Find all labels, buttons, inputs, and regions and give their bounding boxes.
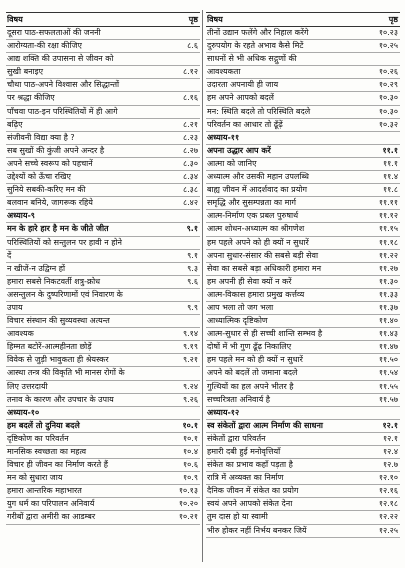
toc-topic: हम पहले मन को ही क्यों न सुधारें: [207, 355, 303, 365]
toc-topic: आवश्यक: [7, 329, 34, 339]
toc-row: [206, 433, 400, 446]
toc-topic: हमारा सबसे निकटवर्ती शत्रु-क्रोध: [7, 276, 101, 286]
right-header-title: विषय: [207, 15, 223, 24]
toc-row: [6, 328, 200, 341]
toc-topic: उदारता अपनायी ही जाय: [207, 80, 279, 90]
toc-page-number: ११.१८: [378, 237, 398, 247]
toc-row: [6, 263, 200, 276]
toc-page-number: ११.५०: [378, 355, 398, 365]
toc-topic: दें: [7, 250, 12, 260]
toc-topic: स्व संकेतों द्वारा आत्म निर्माण की साधना: [207, 420, 323, 430]
toc-topic: बढ़िए: [7, 119, 23, 129]
toc-topic: मन को सुधारा जाय: [7, 473, 63, 483]
toc-page-number: १०.२३: [378, 28, 398, 37]
toc-page-number: ११.४०: [378, 316, 398, 326]
toc-page-number: ११.४: [382, 172, 398, 182]
toc-page-number: ११.५५: [378, 381, 398, 391]
toc-topic: रात्रि में अव्यक्त का निर्माण: [207, 473, 284, 483]
toc-page-number: ११.३७: [378, 302, 398, 312]
toc-page-number: १०.२०: [178, 499, 198, 509]
toc-page-number: १२.२२: [378, 512, 398, 522]
toc-topic: हमारा आन्तरिक महाभारत: [7, 486, 82, 496]
toc-row: [6, 40, 200, 53]
section-heading-row: [6, 407, 200, 420]
toc-page-number: ११.१५: [378, 224, 398, 234]
toc-topic: हम अपने आपको बदलें: [207, 93, 274, 103]
toc-topic: सुखी बनाइए: [7, 67, 43, 77]
toc-row: [206, 367, 400, 380]
toc-page-number: १०.२६: [378, 67, 398, 77]
toc-row: [6, 171, 200, 184]
toc-row: [206, 381, 400, 394]
toc-topic: दूसरा पाठ-सफलताओं की जननी: [7, 28, 101, 37]
toc-page-number: ८.३४: [182, 172, 198, 182]
toc-topic: तनाव के कारण और उपचार के उपाय: [7, 394, 114, 404]
toc-topic: हम बदलें तो दुनिया बदले: [7, 420, 80, 430]
toc-page-number: ११.२७: [378, 263, 398, 273]
toc-row: [6, 145, 200, 158]
toc-topic: परिवर्तन का आधार तो ढूँढ़ें: [207, 119, 283, 129]
toc-page-number: ११.१: [382, 145, 398, 155]
right-header: [206, 12, 400, 27]
toc-topic: अपने को बदलें तो जमाना बदले: [207, 368, 298, 378]
toc-row: [206, 498, 400, 511]
toc-topic: दोषों में भी गुण ढूँढ़ निकालिए: [207, 342, 292, 352]
toc-row: [206, 459, 400, 472]
toc-row: [6, 197, 200, 210]
toc-row: [206, 263, 400, 276]
toc-topic: दैनिक जीवन में संकेत का प्रयोग: [207, 486, 299, 496]
toc-row: [206, 223, 400, 236]
toc-topic: मन: स्थिति बदले तो परिस्थिति बदले: [207, 106, 311, 116]
toc-row: [6, 367, 200, 380]
section-heading-row: [206, 407, 400, 420]
toc-topic: आत्म-सुधार से ही सच्ची शान्ति सम्भव है: [207, 329, 323, 339]
toc-page-number: १२.१: [382, 433, 398, 443]
toc-topic: संकेत का प्रभाव कहाँ पड़ता है: [207, 460, 293, 470]
toc-page-number: ११.४७: [378, 342, 398, 352]
toc-row: [6, 184, 200, 197]
toc-page-number: ११.१२: [378, 211, 398, 221]
toc-page-number: ११.११: [378, 198, 398, 208]
toc-page-number: ९.१: [186, 224, 198, 234]
toc-topic: युग धर्म का परिपालन अनिवार्य: [7, 499, 95, 509]
toc-topic: न खीजें-न उद्विग्न हों: [7, 263, 66, 273]
toc-page-number: ८.४२: [182, 198, 198, 208]
toc-row: [6, 459, 200, 472]
toc-topic: आस्था तन्त्र की विकृति भी मानस रोगों के: [7, 368, 125, 378]
toc-topic: अध्याय-९: [7, 211, 35, 221]
left-header: [6, 12, 200, 27]
toc-row: [206, 53, 400, 66]
toc-topic: अपना सुधार-संसार की सबसे बड़ी सेवा: [207, 250, 319, 260]
toc-page-number: ११.३३: [378, 289, 398, 299]
toc-row: [6, 511, 200, 524]
toc-row: [206, 446, 400, 459]
toc-page-number: १२.४: [382, 447, 398, 456]
toc-row: [206, 472, 400, 485]
toc-page-number: ८.६: [187, 41, 198, 51]
toc-page-number: ८.३०: [182, 158, 198, 168]
toc-page-number: ९.२१: [182, 355, 198, 365]
column-divider: [202, 10, 203, 562]
toc-row: [6, 381, 200, 394]
toc-row: [6, 498, 200, 511]
toc-page-number: ८.२७: [182, 145, 198, 155]
toc-topic: सेवा का सबसे बड़ा अधिकारी हमारा मन: [207, 263, 322, 273]
toc-row: [206, 511, 400, 524]
toc-page-number: ११.२२: [378, 250, 398, 260]
toc-page-number: १२.१०: [378, 473, 398, 483]
toc-topic: तुम दास हो या स्वामी: [207, 512, 268, 522]
toc-page-number: १०.३०: [378, 93, 398, 103]
toc-topic: आद्य शक्ति की उपासना से जीवन को: [7, 54, 114, 64]
toc-topic: तीनों उद्यान फलेंगे और निहाल करेंगे: [207, 28, 309, 37]
toc-topic: आरोग्यता-की रक्षा कीजिए: [7, 41, 82, 51]
toc-page-number: १०.१: [182, 420, 198, 430]
toc-row: [6, 341, 200, 354]
toc-row: [6, 92, 200, 105]
toc-page-number: १०.२५: [378, 41, 398, 51]
toc-topic: मन के हारे हार है मन के जीते जीत: [7, 224, 109, 234]
toc-topic: आत्म-निर्माण एक प्रबल पुरुषार्थ: [207, 211, 299, 221]
right-column: [206, 12, 400, 538]
toc-row: [206, 106, 400, 119]
left-column: [6, 12, 200, 525]
toc-row: [206, 302, 400, 315]
toc-topic: विवेक से जुड़ी भावुकता ही श्रेयस्कर: [7, 355, 109, 365]
toc-row: [6, 237, 200, 250]
toc-row: [206, 525, 400, 538]
toc-topic: भीरु होकर नहीं निर्भय बनकर जियें: [207, 525, 307, 535]
toc-row: [206, 341, 400, 354]
toc-page-number: ९.६: [187, 276, 198, 286]
toc-topic: विचार संस्थान की सुव्यवस्था अत्यन्त: [7, 316, 110, 326]
toc-page-number: ९.२६: [182, 394, 198, 404]
toc-topic: चौथा पाठ-अपने विश्वास और सिद्धान्तों: [7, 80, 120, 90]
toc-page-number: १२.२५: [378, 525, 398, 535]
toc-row: [206, 158, 400, 171]
toc-row: [206, 210, 400, 223]
toc-row: [206, 354, 400, 367]
toc-topic: आध्यात्मिक दृष्टिकोण: [207, 316, 268, 326]
toc-topic: हमारी दबी हुई मनोवृत्तियाँ: [207, 447, 281, 456]
toc-topic: पर श्रद्धा कीजिए: [7, 93, 55, 103]
toc-page-number: ८.१६: [182, 93, 198, 103]
toc-row: [6, 276, 200, 289]
left-header-title: विषय: [7, 15, 23, 24]
toc-topic: अध्याय-१२: [207, 407, 240, 417]
toc-topic: सब सुखों की कुंजी अपने अन्दर है: [7, 145, 105, 155]
toc-topic: उद्देश्यों को ऊँचा रखिए: [7, 172, 71, 182]
toc-topic: उपाय: [7, 302, 23, 312]
toc-page-number: १२.१: [382, 420, 398, 430]
toc-topic: विचार ही जीवन का निर्माण करते हैं: [7, 460, 109, 470]
toc-page-number: १२.१८: [378, 499, 398, 509]
toc-row: [6, 472, 200, 485]
toc-topic: आवश्यकता: [207, 67, 241, 77]
toc-topic: समृद्धि और सुसम्पन्नता का मार्ग: [207, 198, 296, 208]
toc-page-number: १०.३०: [378, 106, 398, 116]
toc-row: [206, 394, 400, 407]
toc-page-number: ११.३०: [378, 276, 398, 286]
toc-page-number: ९.२४: [182, 381, 198, 391]
toc-row: [206, 237, 400, 250]
toc-row: [206, 289, 400, 302]
toc-topic: आत्म-विकास हमारा प्रमुख कर्त्तव्य: [207, 289, 305, 299]
toc-page-number: ९.१४: [182, 329, 198, 339]
toc-row: [6, 354, 200, 367]
toc-page-number: ८.२१: [182, 119, 198, 129]
toc-topic: संकेतों द्वारा परिवर्तन: [207, 433, 266, 443]
toc-row: [206, 197, 400, 210]
toc-row: [206, 171, 400, 184]
toc-page-number: ११.५७: [378, 394, 398, 404]
toc-topic: आत्म शोधन-अध्यात्म का श्रीगणेश: [207, 224, 305, 234]
toc-topic: मानसिक स्वच्छता का महत्व: [7, 447, 87, 456]
toc-row: [6, 250, 200, 263]
right-header-page: पृष्ठ: [388, 15, 398, 24]
toc-topic: सच्चरित्रता अनिवार्य है: [207, 394, 271, 404]
toc-row: [206, 92, 400, 105]
toc-page-number: ८.१२: [182, 67, 198, 77]
toc-row: [206, 315, 400, 328]
toc-topic: बाह्य जीवन में आदर्शवाद का प्रयोग: [207, 185, 307, 195]
toc-row: [6, 106, 200, 119]
toc-row: [6, 158, 200, 171]
toc-topic: अध्याय-१०: [7, 407, 40, 417]
section-heading-row: [206, 420, 400, 433]
toc-row: [206, 119, 400, 132]
toc-row: [206, 184, 400, 197]
toc-topic: असन्तुलन के दुष्परिणामों एवं निवारण के: [7, 289, 123, 299]
toc-topic: अध्याय-११: [207, 132, 240, 142]
toc-row: [6, 132, 200, 145]
toc-page-number: ८.२३: [182, 132, 198, 142]
toc-topic: संजीवनी विद्या क्या है ?: [7, 132, 75, 142]
toc-page-number: ९.१९: [182, 342, 198, 352]
toc-row: [6, 302, 200, 315]
toc-row: [6, 27, 200, 40]
toc-topic: गुत्थियों का हल अपने भीतर है: [207, 381, 294, 391]
toc-page-number: १०.१३: [178, 486, 198, 496]
toc-topic: अपना उद्धार आप करें: [207, 145, 271, 155]
toc-page-number: ९.३: [187, 263, 198, 273]
toc-row: [6, 53, 200, 66]
toc-row: [206, 328, 400, 341]
toc-topic: स्वयं अपने आपको संकेत देना: [207, 499, 293, 509]
toc-row: [6, 119, 200, 132]
toc-row: [6, 485, 200, 498]
toc-row: [206, 250, 400, 263]
toc-topic: बलवान बनिये, जागरूक रहिये: [7, 198, 93, 208]
toc-page-number: १०.१: [182, 433, 198, 443]
toc-page-number: १०.३२: [378, 119, 398, 129]
left-header-page: पृष्ठ: [188, 15, 198, 24]
toc-page-number: ९.९: [187, 302, 198, 312]
toc-topic: दुरुपयोग के रहते अभाव कैसे मिटें: [207, 41, 304, 51]
toc-topic: सुनिये सबकी-करिए मन की: [7, 185, 86, 195]
right-rows: [206, 27, 400, 538]
toc-page-number: ११.१: [382, 158, 398, 168]
toc-row: [6, 394, 200, 407]
toc-page-number: १०.२१: [178, 512, 198, 522]
toc-topic: पाँचवा पाठ-इन परिस्थितियों में ही आगे: [7, 106, 118, 116]
toc-topic: दृष्टिकोण का परिवर्तन: [7, 433, 69, 443]
toc-row: [6, 433, 200, 446]
section-heading-row: [6, 223, 200, 236]
toc-row: [206, 276, 400, 289]
toc-page-number: ९.१: [187, 250, 198, 260]
toc-page-number: १०.६: [182, 460, 198, 470]
toc-topic: अपने सच्चे स्वरूप को पहचानें: [7, 158, 93, 168]
toc-row: [6, 315, 200, 328]
toc-page-number: १२.७: [382, 460, 398, 470]
toc-page-number: १०.९: [182, 473, 198, 483]
toc-row: [6, 446, 200, 459]
section-heading-row: [206, 132, 400, 145]
toc-topic: गरीबों द्वारा अमीरी का आडम्बर: [7, 512, 96, 522]
toc-row: [206, 485, 400, 498]
toc-row: [6, 79, 200, 92]
toc-page-number: ११.५४: [378, 368, 398, 378]
toc-page-number: ११.४३: [378, 329, 398, 339]
toc-row: [6, 66, 200, 79]
toc-row: [206, 79, 400, 92]
toc-page-number: १०.४: [182, 447, 198, 456]
section-heading-row: [6, 210, 200, 223]
toc-topic: हिम्मत बटोरें-आत्महीनता छोड़ें: [7, 342, 92, 352]
section-heading-row: [6, 420, 200, 433]
toc-topic: हम पहले अपने को ही क्यों न सुधारें: [207, 237, 309, 247]
toc-row: [6, 289, 200, 302]
toc-topic: साधनों से भी अधिक सद्गुणों की: [207, 54, 297, 64]
toc-page-number: ११.८: [382, 185, 398, 195]
toc-row: [206, 27, 400, 40]
toc-page-number: ८.३८: [182, 185, 198, 195]
toc-topic: लिए उत्तरदायी: [7, 381, 48, 391]
toc-topic: हम अपनी ही सेवा क्यों न करें: [207, 276, 292, 286]
toc-topic: आत्मा को जानिए: [207, 158, 257, 168]
toc-topic: परिस्थितियों को सन्तुलन पर हावी न होने: [7, 237, 122, 247]
toc-row: [206, 40, 400, 53]
toc-row: [206, 66, 400, 79]
toc-page-number: १०.२९: [378, 80, 398, 90]
section-heading-row: [206, 145, 400, 158]
left-rows: [6, 27, 200, 525]
toc-topic: आप भला तो जग भला: [207, 302, 274, 312]
toc-topic: अध्यात्म और उसकी महान उपलब्धि: [207, 172, 309, 182]
toc-page-number: १२.१६: [378, 486, 398, 496]
